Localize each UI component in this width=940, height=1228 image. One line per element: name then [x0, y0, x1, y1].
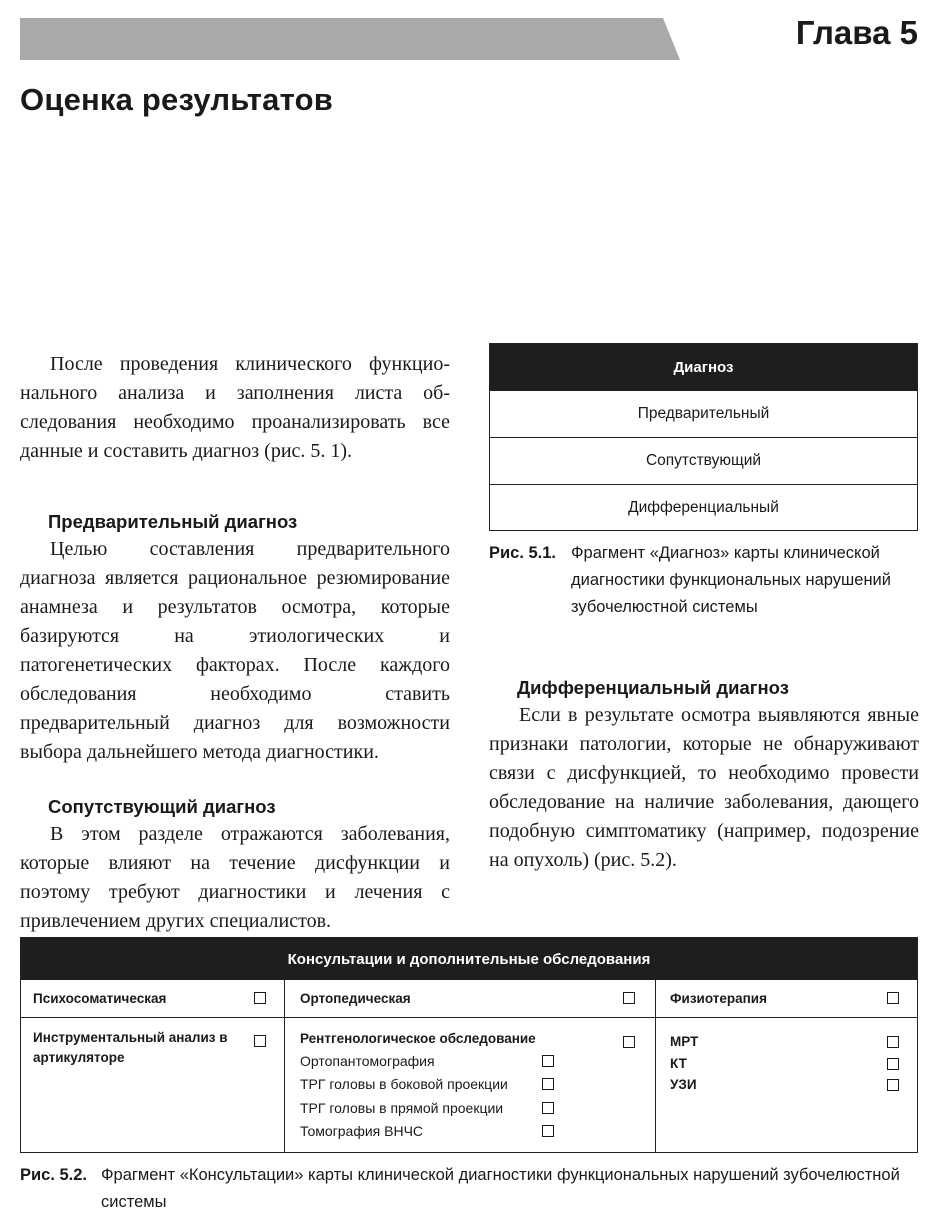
figure-caption-label: Рис. 5.1.: [489, 544, 557, 562]
option-trg-lateral: ТРГ головы в боковой проекции: [300, 1076, 508, 1092]
checkbox-orthopantomography[interactable]: [542, 1055, 554, 1067]
consultations-table-header: Консультации и дополнительные обследования: [21, 938, 917, 980]
checkbox-mri[interactable]: [887, 1036, 899, 1048]
option-trg-frontal: ТРГ головы в прямой проекции: [300, 1100, 504, 1116]
checkbox-ct[interactable]: [887, 1058, 899, 1070]
option-mri: МРТ: [670, 1034, 699, 1049]
section-heading-preliminary: Предварительный диагноз: [48, 511, 298, 532]
figure-caption-text: Фрагмент «Консультации» карты клинической диагностики функциональных нарушений зубочелюстной системы: [101, 1166, 900, 1211]
chapter-label: Глава 5: [795, 14, 918, 51]
option-instrumental-analysis: Инструментальный анализ в артикуляторе: [33, 1030, 228, 1065]
checkbox-trg-frontal[interactable]: [542, 1102, 554, 1114]
chapter-banner: [20, 18, 680, 60]
option-physiotherapy: Физиотерапия: [670, 991, 767, 1006]
option-orthopantomography: Ортопантомография: [300, 1053, 435, 1069]
checkbox-physiotherapy[interactable]: [887, 992, 899, 1004]
option-ct: КТ: [670, 1056, 687, 1071]
figure-caption-1: [489, 540, 919, 621]
checkbox-trg-lateral[interactable]: [542, 1078, 554, 1090]
section-text-concomitant: В этом разделе отражаются заболевания, которые влияют на течение дисфункции и поэтому требуют диагностики и лечения с привлечением других специалистов.: [20, 823, 450, 932]
option-ultrasound: УЗИ: [670, 1077, 697, 1092]
figure-caption-text: Фрагмент «Диагноз» карты клинической диагностики функциональных нарушений зубочелюстной системы: [571, 544, 891, 616]
column-divider: [655, 980, 656, 1152]
option-psychosomatic: Психосоматическая: [33, 991, 167, 1006]
option-xray: Рентгенологическое обследование: [300, 1031, 536, 1046]
checkbox-tmj-tomography[interactable]: [542, 1125, 554, 1137]
diagnosis-row-concomitant: Сопутствующий: [490, 437, 917, 484]
option-orthopedic: Ортопедическая: [300, 991, 411, 1006]
diagnosis-row-differential: Дифференциальный: [490, 484, 917, 531]
section-heading-differential: Дифференциальный диагноз: [517, 677, 789, 698]
checkbox-orthopedic[interactable]: [623, 992, 635, 1004]
consultations-grid: [21, 980, 917, 1152]
section-text-differential: Если в результате осмотра выявляются явные признаки патологии, которые не обнаруживают связи с дисфункцией, то необходимо провести обследование на наличие заболевания, дающего подобную симптоматику (например, подозрение на опухоль) (рис. 5.2).: [489, 704, 919, 871]
checkbox-xray[interactable]: [623, 1036, 635, 1048]
checkbox-psychosomatic[interactable]: [254, 992, 266, 1004]
left-column: [20, 350, 450, 936]
diagnosis-table: [489, 343, 918, 531]
diagnosis-table-header: Диагноз: [490, 344, 917, 390]
checkbox-instrumental-analysis[interactable]: [254, 1035, 266, 1047]
figure-caption-2: [20, 1162, 918, 1216]
row-divider: [21, 1017, 917, 1018]
column-divider: [284, 980, 285, 1152]
right-column: [489, 675, 919, 875]
checkbox-ultrasound[interactable]: [887, 1079, 899, 1091]
section-text-preliminary: Целью составления предварительного диагноза является рациональное резюмирование анамнеза и результатов осмотра, которые базируются на этиологических и патогенетических факторах. После каждого обследования необходимо ставить предварительный диагноз для возможности выбора дальнейшего метода диагностики.: [20, 538, 450, 763]
diagnosis-row-preliminary: Предварительный: [490, 390, 917, 437]
section-heading-concomitant: Сопутствующий диагноз: [48, 796, 276, 817]
option-tmj-tomography: Томография ВНЧС: [300, 1123, 424, 1139]
consultations-table: [20, 937, 918, 1153]
intro-paragraph: После проведения клинического функционального анализа и заполнения листа обследования необходимо проанализировать все данные и составить диагноз (рис. 5. 1).: [20, 353, 450, 462]
figure-caption-label: Рис. 5.2.: [20, 1166, 88, 1184]
page-title: Оценка результатов: [20, 82, 333, 117]
